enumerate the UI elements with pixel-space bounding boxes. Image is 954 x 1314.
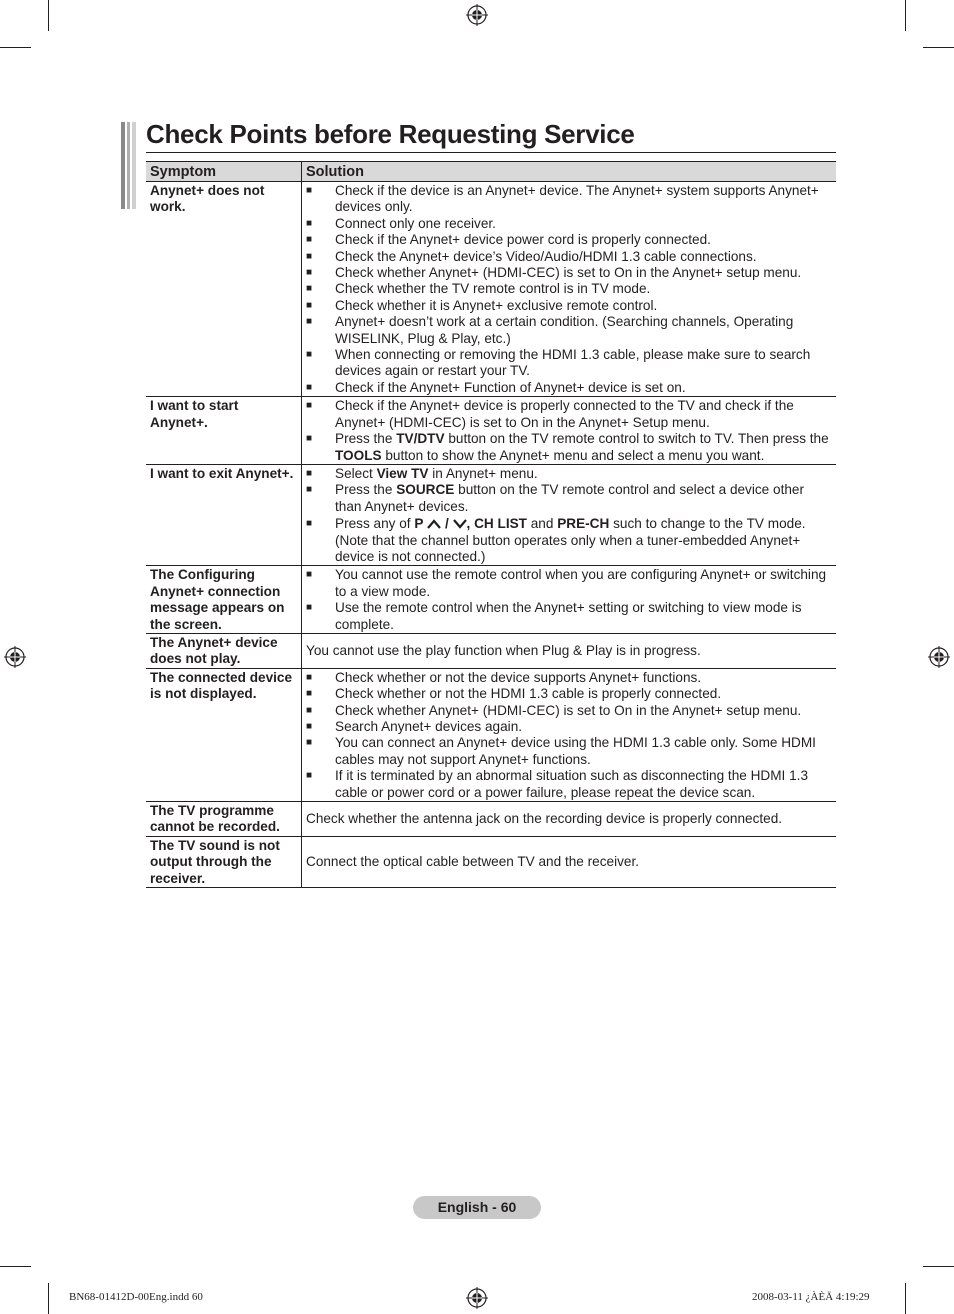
crop-mark xyxy=(905,0,906,31)
crop-mark xyxy=(923,1266,954,1267)
symptom-cell: I want to exit Anynet+. xyxy=(146,464,302,565)
list-item: ■ Select View TV in Anynet+ menu. xyxy=(306,466,830,482)
list-item: ■ Check whether Anynet+ (HDMI-CEC) is set to On in the Anynet+ setup menu. xyxy=(306,703,830,719)
solution-list xyxy=(306,183,830,396)
list-item: ■ Press any of P / , CH LIST and PRE-CH such to change to the TV mode. (Note that the channel button operates only when a tuner-embedded Anynet+ device is not connected.) xyxy=(306,516,830,565)
column-header-solution: Solution xyxy=(302,162,837,182)
table-row xyxy=(146,464,836,565)
solution-cell xyxy=(302,566,837,634)
crop-mark xyxy=(905,1283,906,1314)
table-row xyxy=(146,668,836,801)
page-number-badge: English - 60 xyxy=(413,1196,541,1219)
page-title: Check Points before Requesting Service xyxy=(146,119,635,149)
column-header-symptom: Symptom xyxy=(146,162,302,182)
registration-mark-icon xyxy=(4,646,26,668)
symptom-cell: The TV programme cannot be recorded. xyxy=(146,802,302,837)
symptom-cell: The TV sound is not output through the receiver. xyxy=(146,836,302,887)
crop-mark xyxy=(923,47,954,48)
symptom-cell: The connected device is not displayed. xyxy=(146,668,302,801)
list-item: ■ Check if the device is an Anynet+ device. The Anynet+ system supports Anynet+ devices only. xyxy=(306,183,830,216)
list-item: ■ Connect only one receiver. xyxy=(306,216,830,232)
tools-button-label: TOOLS xyxy=(335,447,382,463)
crop-mark xyxy=(0,1266,31,1267)
section-marker-bar xyxy=(121,122,136,209)
view-tv-label: View TV xyxy=(376,465,429,481)
crop-mark xyxy=(0,47,31,48)
solution-cell: Check whether the antenna jack on the recording device is properly connected. xyxy=(302,802,837,837)
table-row xyxy=(146,802,836,837)
list-item: ■ Check whether Anynet+ (HDMI-CEC) is set to On in the Anynet+ setup menu. xyxy=(306,265,830,281)
list-item: ■ When connecting or removing the HDMI 1.3 cable, please make sure to search devices again or restart your TV. xyxy=(306,347,830,380)
registration-mark-icon xyxy=(466,4,488,26)
troubleshooting-table xyxy=(146,161,836,888)
solution-cell xyxy=(302,668,837,801)
chevron-down-icon xyxy=(453,519,467,529)
list-item: ■ Anynet+ doesn’t work at a certain condition. (Searching channels, Operating WISELINK, Plug & Play, etc.) xyxy=(306,314,830,347)
list-item: ■ Check whether or not the HDMI 1.3 cable is properly connected. xyxy=(306,686,830,702)
solution-cell xyxy=(302,397,837,465)
list-item: ■ Check whether or not the device supports Anynet+ functions. xyxy=(306,670,830,686)
list-item: ■ Check if the Anynet+ device power cord is properly connected. xyxy=(306,232,830,248)
solution-list xyxy=(306,466,830,565)
list-item: ■ You can connect an Anynet+ device using the HDMI 1.3 cable only. Some HDMI cables may not support Anynet+ functions. xyxy=(306,735,830,768)
solution-cell xyxy=(302,464,837,565)
list-item: ■ Check whether the TV remote control is in TV mode. xyxy=(306,281,830,297)
list-item: ■ Search Anynet+ devices again. xyxy=(306,719,830,735)
solution-cell: You cannot use the play function when Plug & Play is in progress. xyxy=(302,633,837,668)
solution-list xyxy=(306,567,830,633)
registration-mark-icon xyxy=(466,1287,488,1309)
table-row xyxy=(146,182,836,397)
title-divider xyxy=(146,152,836,153)
chevron-up-icon xyxy=(427,519,441,529)
table-row xyxy=(146,633,836,668)
table-header-row xyxy=(146,162,836,182)
table-row xyxy=(146,566,836,634)
table-row xyxy=(146,836,836,887)
list-item: ■ If it is terminated by an abnormal situation such as disconnecting the HDMI 1.3 cable or power cord or a power failure, please repeat the device scan. xyxy=(306,768,830,801)
file-info: BN68-01412D-00Eng.indd 60 xyxy=(69,1291,203,1303)
list-item: ■ Check if the Anynet+ Function of Anynet+ device is set on. xyxy=(306,380,830,396)
crop-mark xyxy=(48,1283,49,1314)
list-item: ■ Check if the Anynet+ device is properly connected to the TV and check if the Anynet+ (HDMI-CEC) is set to On in the Anynet+ Setup menu. xyxy=(306,398,830,431)
solution-list xyxy=(306,398,830,464)
registration-mark-icon xyxy=(928,646,950,668)
symptom-cell: The Anynet+ device does not play. xyxy=(146,633,302,668)
solution-cell xyxy=(302,182,837,397)
print-timestamp: 2008-03-11 ¿ÀÈÄ 4:19:29 xyxy=(752,1291,870,1303)
list-item: ■ You cannot use the remote control when you are configuring Anynet+ or switching to a view mode. xyxy=(306,567,830,600)
tv-dtv-button-label: TV/DTV xyxy=(396,431,445,447)
crop-mark xyxy=(48,0,49,31)
symptom-cell: Anynet+ does not work. xyxy=(146,182,302,397)
list-item: ■ Check the Anynet+ device’s Video/Audio/HDMI 1.3 cable connections. xyxy=(306,249,830,265)
source-button-label: SOURCE xyxy=(396,482,455,498)
list-item: ■ Check whether it is Anynet+ exclusive remote control. xyxy=(306,298,830,314)
list-item: ■ Press the SOURCE button on the TV remote control and select a device other than Anynet+ devices. xyxy=(306,482,830,515)
symptom-cell: The Configuring Anynet+ connection message appears on the screen. xyxy=(146,566,302,634)
solution-cell: Connect the optical cable between TV and the receiver. xyxy=(302,836,837,887)
list-item: ■ Press the TV/DTV button on the TV remote control to switch to TV. Then press the TOOLS button to show the Anynet+ menu and select a menu you want. xyxy=(306,431,830,464)
symptom-cell: I want to start Anynet+. xyxy=(146,397,302,465)
list-item: ■ Use the remote control when the Anynet+ setting or switching to view mode is complete. xyxy=(306,600,830,633)
table-row xyxy=(146,397,836,465)
solution-list xyxy=(306,670,830,801)
